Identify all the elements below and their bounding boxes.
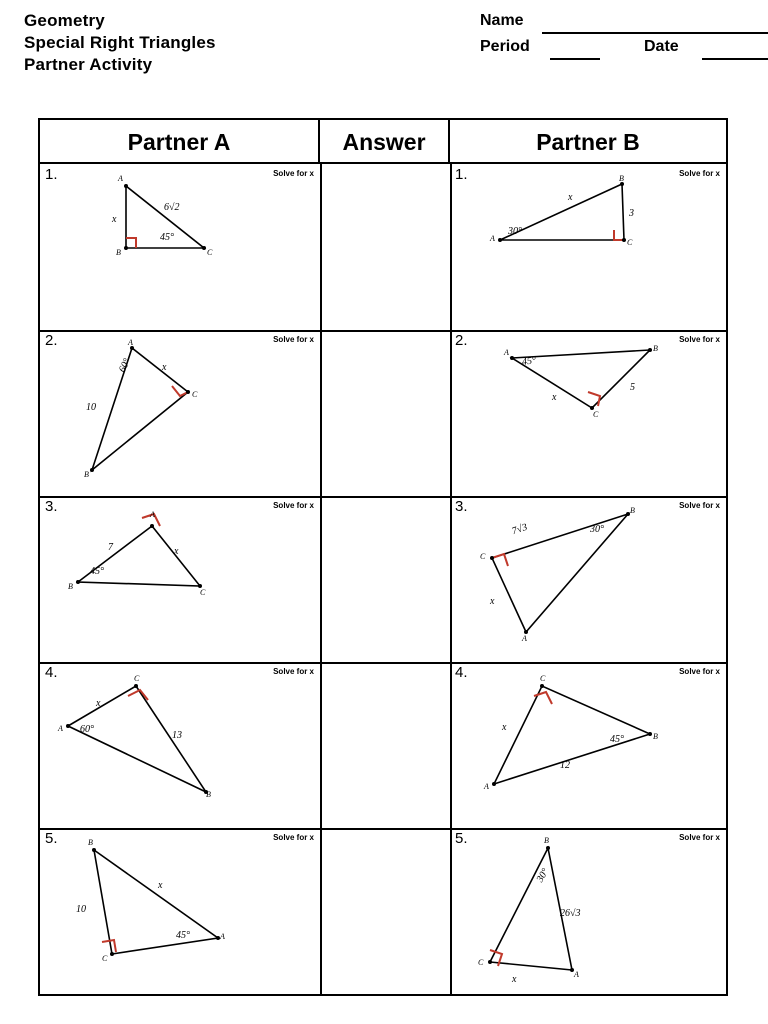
figure-b-5	[450, 828, 726, 996]
label-a-2-2: 10	[86, 402, 96, 413]
answer-cell-4[interactable]	[320, 662, 450, 828]
problem-number-b-2: 2.	[455, 332, 468, 349]
vertex-a-5-0: B	[88, 838, 93, 847]
cell-b-3	[450, 496, 726, 662]
period-blank-line[interactable]	[550, 58, 600, 60]
name-label: Name	[480, 12, 524, 29]
figure-a-1	[40, 164, 320, 330]
column-header-partner-a: Partner A	[40, 120, 320, 164]
worksheet-header	[24, 10, 750, 100]
label-a-4-0: x	[96, 698, 101, 709]
label-a-4-1: 60°	[80, 724, 94, 735]
name-blank-line[interactable]	[542, 32, 768, 34]
label-a-5-1: 10	[76, 904, 86, 915]
cell-b-5	[450, 828, 726, 996]
column-header-answer: Answer	[320, 120, 450, 164]
solve-prompt-b-1: Solve for x	[679, 169, 720, 178]
cell-b-2	[450, 330, 726, 496]
solve-prompt-a-5: Solve for x	[273, 833, 314, 842]
problem-number-a-4: 4.	[45, 664, 58, 681]
vertex-b-3-1: B	[630, 506, 635, 515]
vertex-a-1-2: C	[207, 248, 213, 257]
cell-a-2	[40, 330, 320, 496]
label-a-3-0: 7	[108, 542, 113, 553]
vertex-a-4-1: B	[206, 790, 211, 799]
label-a-1-2: 45°	[160, 232, 174, 243]
problems-table	[38, 118, 728, 996]
vertex-b-2-0: A	[504, 348, 509, 357]
figure-b-3	[450, 496, 726, 662]
label-b-3-0: 7√3	[510, 521, 529, 538]
figure-b-2	[450, 330, 726, 496]
solve-prompt-b-3: Solve for x	[679, 501, 720, 510]
figure-a-5	[40, 828, 320, 996]
vertex-b-4-1: B	[653, 732, 658, 741]
problem-number-b-1: 1.	[455, 166, 468, 183]
solve-prompt-a-3: Solve for x	[273, 501, 314, 510]
figure-a-2	[40, 330, 320, 496]
date-label: Date	[644, 38, 679, 55]
answer-cell-1[interactable]	[320, 164, 450, 330]
label-b-2-0: 45°	[521, 355, 537, 368]
problem-number-b-3: 3.	[455, 498, 468, 515]
vertex-a-1-1: B	[116, 248, 121, 257]
vertex-a-3-2: C	[200, 588, 206, 597]
label-b-1-0: x	[568, 192, 573, 203]
label-a-3-1: x	[174, 546, 179, 557]
vertex-a-1-0: A	[118, 174, 123, 183]
solve-prompt-b-4: Solve for x	[679, 667, 720, 676]
problem-number-a-2: 2.	[45, 332, 58, 349]
name-period-date-block	[480, 12, 768, 64]
vertex-a-2-0: A	[128, 338, 133, 347]
label-a-3-2: 45°	[90, 566, 104, 577]
figure-b-4	[450, 662, 726, 828]
period-label: Period	[480, 38, 530, 55]
title-line-3: Partner Activity	[24, 55, 153, 74]
label-a-4-2: 13	[172, 730, 182, 741]
figure-b-1	[450, 164, 726, 330]
solve-prompt-a-2: Solve for x	[273, 335, 314, 344]
solve-prompt-b-5: Solve for x	[679, 833, 720, 842]
cell-a-3	[40, 496, 320, 662]
vertex-a-2-1: B	[84, 470, 89, 479]
cell-a-5	[40, 828, 320, 996]
vertex-a-4-0: A	[58, 724, 63, 733]
label-a-1-1: x	[112, 214, 117, 225]
label-b-2-1: 5	[630, 382, 635, 393]
problem-number-b-4: 4.	[455, 664, 468, 681]
problem-number-a-1: 1.	[45, 166, 58, 183]
solve-prompt-b-2: Solve for x	[679, 335, 720, 344]
label-b-5-1: 26√3	[560, 908, 581, 919]
label-b-4-0: x	[502, 722, 507, 733]
cell-b-1	[450, 164, 726, 330]
figure-a-3	[40, 496, 320, 662]
vertex-a-4-2: C	[134, 674, 140, 683]
label-a-2-1: x	[162, 362, 167, 373]
label-a-5-0: x	[158, 880, 163, 891]
label-b-2-2: x	[552, 392, 557, 403]
vertex-b-5-2: A	[574, 970, 579, 979]
vertex-b-1-0: A	[490, 234, 495, 243]
date-blank-line[interactable]	[702, 58, 768, 60]
label-b-3-2: x	[490, 596, 495, 607]
name-row	[480, 12, 768, 38]
vertex-a-5-2: A	[220, 932, 225, 941]
label-b-5-2: x	[512, 974, 517, 985]
title-line-1: Geometry	[24, 11, 105, 30]
label-b-1-1: 3	[629, 208, 634, 219]
cell-a-4	[40, 662, 320, 828]
vertex-b-3-2: A	[522, 634, 527, 643]
problem-number-a-3: 3.	[45, 498, 58, 515]
vertex-a-3-1: B	[68, 582, 73, 591]
solve-prompt-a-1: Solve for x	[273, 169, 314, 178]
cell-b-4	[450, 662, 726, 828]
answer-cell-5[interactable]	[320, 828, 450, 996]
vertex-b-1-2: C	[627, 238, 633, 247]
problem-number-a-5: 5.	[45, 830, 58, 847]
figure-a-4	[40, 662, 320, 828]
cell-a-1	[40, 164, 320, 330]
label-a-1-0: 6√2	[164, 202, 180, 213]
vertex-a-2-2: C	[192, 390, 198, 399]
answer-cell-2[interactable]	[320, 330, 450, 496]
label-b-4-1: 45°	[610, 734, 624, 745]
label-a-2-0: 60°	[117, 356, 133, 375]
vertex-a-3-0: A	[150, 510, 155, 519]
vertex-b-4-0: A	[484, 782, 489, 791]
problem-number-b-5: 5.	[455, 830, 468, 847]
table-header-row	[40, 120, 726, 164]
label-b-5-0: 30°	[534, 866, 552, 885]
vertex-b-3-0: C	[480, 552, 486, 561]
vertex-b-1-1: B	[619, 174, 624, 183]
label-b-3-1: 30°	[590, 524, 604, 535]
title-block	[24, 10, 216, 76]
label-b-1-2: 30°	[508, 226, 522, 237]
solve-prompt-a-4: Solve for x	[273, 667, 314, 676]
vertex-b-2-1: B	[653, 344, 658, 353]
vertex-b-4-2: C	[540, 674, 546, 683]
answer-cell-3[interactable]	[320, 496, 450, 662]
column-header-partner-b: Partner B	[536, 129, 640, 155]
vertex-b-5-0: B	[544, 836, 549, 845]
vertex-b-2-2: C	[593, 410, 599, 419]
vertex-a-5-1: C	[102, 954, 108, 963]
period-date-row	[480, 38, 768, 64]
label-b-4-2: 12	[560, 760, 570, 771]
label-a-5-2: 45°	[176, 930, 190, 941]
title-line-2: Special Right Triangles	[24, 33, 216, 52]
vertex-b-5-1: C	[478, 958, 484, 967]
